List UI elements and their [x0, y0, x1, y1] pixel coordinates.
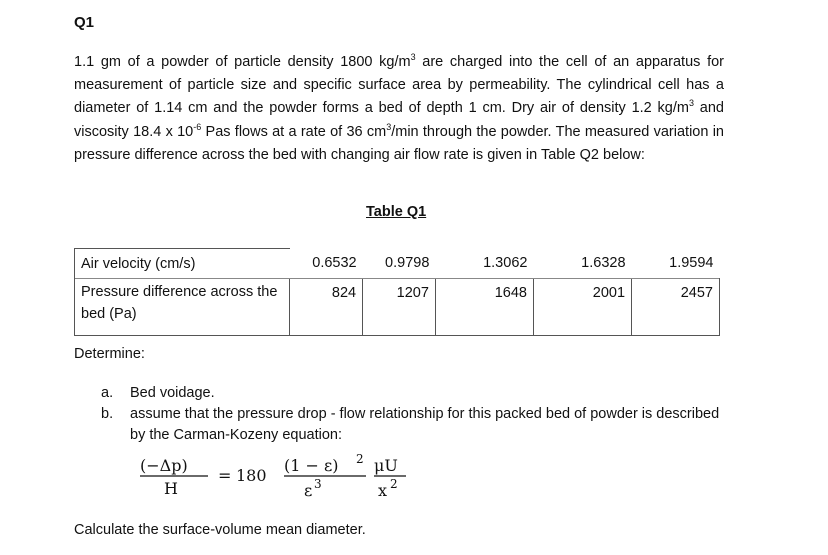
- table-cell: 1.9594: [669, 255, 714, 272]
- table-row-pressure-difference: [75, 279, 720, 336]
- list-item-text: assume that the pressure drop - flow relationship for this packed bed of powder is described by the Carman-Kozeny equation:: [130, 406, 720, 443]
- table-cell: 1.6328: [581, 255, 626, 272]
- eq-mid-numerator: (1 − ε): [284, 456, 339, 475]
- determine-label: Determine:: [74, 346, 145, 362]
- eq-mid-denominator-exponent: 3: [314, 477, 322, 491]
- statement-text-4: Pas flows at a rate of 36 cm: [201, 123, 387, 140]
- table-cell: 0.9798: [385, 255, 430, 272]
- list-item-text: Bed voidage.: [130, 385, 215, 401]
- table-cell: 1.3062: [483, 255, 528, 272]
- table-cell: 1648: [435, 279, 533, 336]
- statement-text-5: /min through the powder. The measured variation in pressure difference across the bed with changing air flow rate is given in Table Q2 below:: [74, 123, 724, 163]
- row-label-pressure-difference: Pressure difference across the bed (Pa): [75, 279, 290, 336]
- table-cell: 2001: [533, 279, 631, 336]
- eq-lhs-numerator: (−Δp): [140, 456, 188, 475]
- eq-right-denominator-exponent: 2: [390, 477, 398, 491]
- eq-equals: =: [218, 466, 232, 485]
- table-row-air-velocity: [75, 249, 720, 279]
- table-cell: 1207: [363, 279, 436, 336]
- statement-sup-1: 3: [410, 52, 416, 63]
- eq-mid-denominator: ε: [304, 481, 313, 500]
- statement-sup-4: 3: [386, 121, 392, 132]
- carman-kozeny-equation: [138, 452, 438, 502]
- eq-lhs-denominator: H: [164, 479, 178, 498]
- eq-right-numerator: μU: [374, 456, 398, 475]
- statement-text-3: and viscosity 18.4 x 10: [74, 100, 724, 140]
- data-table: [74, 248, 720, 336]
- table-cell: 0.6532: [312, 255, 357, 272]
- statement-text-1: 1.1 gm of a powder of particle density 1800 kg/m: [74, 54, 411, 70]
- final-instruction: Calculate the surface-volume mean diameter.: [74, 522, 366, 538]
- eq-right-denominator: x: [378, 481, 388, 500]
- question-heading: Q1: [74, 14, 95, 31]
- row-label-air-velocity: Air velocity (cm/s): [75, 249, 290, 279]
- statement-sup-3: -6: [193, 121, 202, 132]
- table-caption: Table Q1: [366, 204, 427, 220]
- list-item: [101, 404, 731, 446]
- list-item-marker: b.: [101, 406, 114, 422]
- table-cell: 2457: [632, 279, 720, 336]
- list-item-marker: a.: [101, 385, 114, 401]
- list-item: [101, 383, 731, 404]
- table-cell: 824: [290, 279, 363, 336]
- eq-coefficient: 180: [236, 466, 267, 485]
- eq-mid-numerator-exponent: 2: [356, 452, 364, 466]
- problem-statement: [74, 51, 724, 167]
- statement-text-2: are charged into the cell of an apparatus for measurement of particle size and specific surface area by permeability. The cylindrical cell has a diameter of 1.14 cm and the powder forms a bed of depth 1 cm. Dry air of density 1.2 kg/m: [74, 54, 725, 117]
- statement-sup-2: 3: [688, 98, 694, 109]
